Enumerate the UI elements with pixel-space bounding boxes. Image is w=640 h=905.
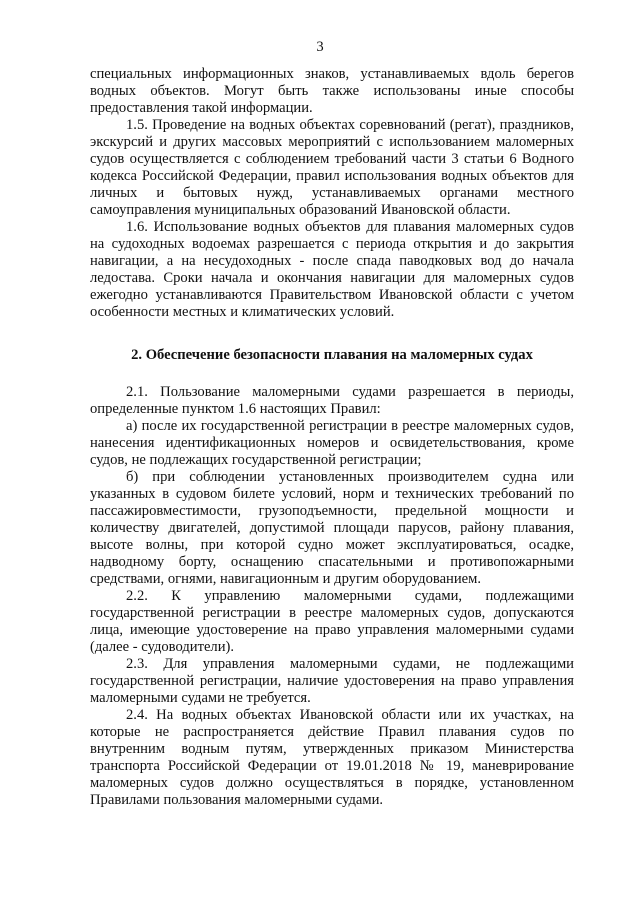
paragraph-1-5: 1.5. Проведение на водных объектах соревнований (регат), праздников, экскурсий и других массовых мероприятий с использованием маломерных судов осуществляется с соблюдением требований части 3 статьи 6 Водного кодекса Российской Федерации, правил использования водных объектов для личных и бытовых нужд, устанавливаемых органами местного самоуправления муниципальных образований Ивановской области. bbox=[90, 117, 574, 218]
paragraph-2-4: 2.4. На водных объектах Ивановской области или их участках, на которые не распространяется действие Правил плавания судов по внутренним водным путям, утвержденных приказом Министерства транспорта Российской Федерации от 19.01.2018 № 19, маневрирование маломерных судов должно осуществляться в порядке, установленном Правилами пользования маломерными судами. bbox=[90, 707, 574, 808]
paragraph-2-2: 2.2. К управлению маломерными судами, подлежащими государственной регистрации в реестре маломерных судов, допускаются лица, имеющие удостоверение на право управления маломерными судами (далее - судоводители). bbox=[90, 588, 574, 655]
paragraph-2-3: 2.3. Для управления маломерными судами, не подлежащими государственной регистрации, наличие удостоверения на право управления маломерными судами не требуется. bbox=[90, 656, 574, 706]
page-number: 3 bbox=[316, 39, 324, 55]
section-heading: 2. Обеспечение безопасности плавания на маломерных судах bbox=[131, 347, 533, 363]
paragraph-continuation: специальных информационных знаков, устанавливаемых вдоль берегов водных объектов. Могут быть также использованы иные способы предоставления такой информации. bbox=[90, 66, 574, 116]
paragraph-2-1-a: а) после их государственной регистрации в реестре маломерных судов, нанесения идентификационных номеров и освидетельствования, кроме судов, не подлежащих государственной регистрации; bbox=[90, 418, 574, 468]
document-body bbox=[90, 66, 574, 809]
paragraph-1-6: 1.6. Использование водных объектов для плавания маломерных судов на судоходных водоемах разрешается с периода открытия и до закрытия навигации, а на несудоходных - после спада паводковых вод до начала ледостава. Сроки начала и окончания навигации для маломерных судов ежегодно устанавливаются Правительством Ивановской области с учетом особенности местных и климатических условий. bbox=[90, 219, 574, 320]
paragraph-2-1: 2.1. Пользование маломерными судами разрешается в периоды, определенные пунктом 1.6 настоящих Правил: bbox=[90, 384, 574, 417]
paragraph-2-1-b: б) при соблюдении установленных производителем судна или указанных в судовом билете условий, норм и технических требований по пассажировместимости, грузоподъемности, предельной мощности и количеству двигателей, допустимой площади парусов, району плавания, высоте волны, при которой судно может эксплуатироваться, осадке, надводному борту, оснащению спасательными и противопожарными средствами, огнями, навигационным и другим оборудованием. bbox=[90, 469, 574, 587]
